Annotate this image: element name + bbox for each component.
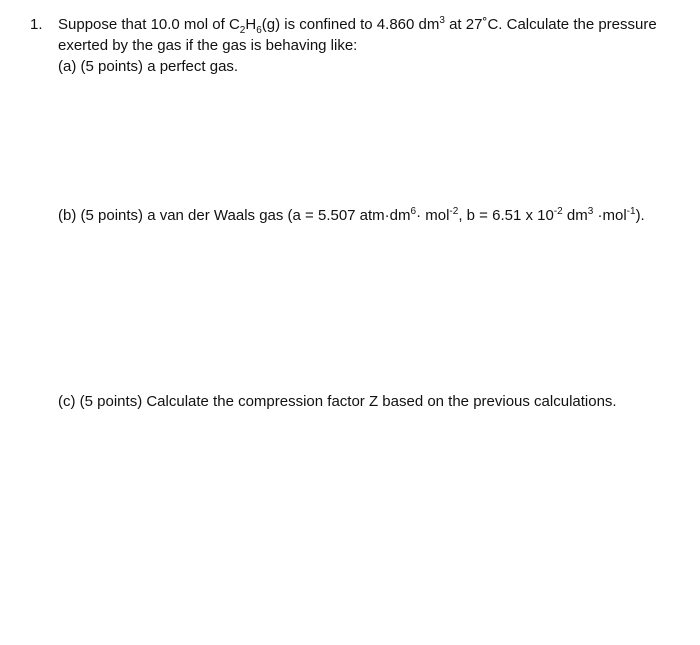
question-text-segment: H: [245, 16, 257, 33]
question-1: [30, 16, 680, 79]
part-b-segment: , b = 6.51 x 10: [458, 207, 554, 224]
part-b-segment: · mol: [416, 207, 450, 224]
question-body: [58, 16, 680, 79]
superscript: 6: [410, 206, 417, 217]
part-b-segment: ·mol: [593, 207, 627, 224]
subscript: 2: [239, 25, 246, 36]
question-line-2: exerted by the gas if the gas is behaving like:: [58, 37, 358, 54]
question-line-1: [58, 16, 680, 37]
part-b-segment: dm: [562, 207, 588, 224]
question-row: [30, 16, 680, 79]
superscript: -2: [553, 206, 563, 217]
superscript: 3: [439, 15, 445, 26]
question-text-segment: Suppose that 10.0 mol of C: [58, 16, 240, 33]
superscript: -2: [449, 206, 459, 217]
question-text-segment: at 27˚C. Calculate the pressure: [444, 16, 657, 33]
subscript: 6: [256, 25, 262, 36]
question-text-segment: (g) is confined to 4.860 dm: [261, 16, 440, 33]
superscript: -1: [626, 206, 636, 217]
part-a-text: (a) (5 points) a perfect gas.: [58, 58, 239, 75]
part-b-text: [58, 207, 645, 225]
question-number: 1.: [30, 16, 43, 33]
part-b-segment: ).: [635, 207, 645, 224]
part-b-segment: (b) (5 points) a van der Waals gas (a = 5.507 atm·dm: [58, 207, 411, 224]
superscript: 3: [587, 206, 594, 217]
part-c-text: (c) (5 points) Calculate the compression factor Z based on the previous calculations.: [58, 393, 617, 410]
